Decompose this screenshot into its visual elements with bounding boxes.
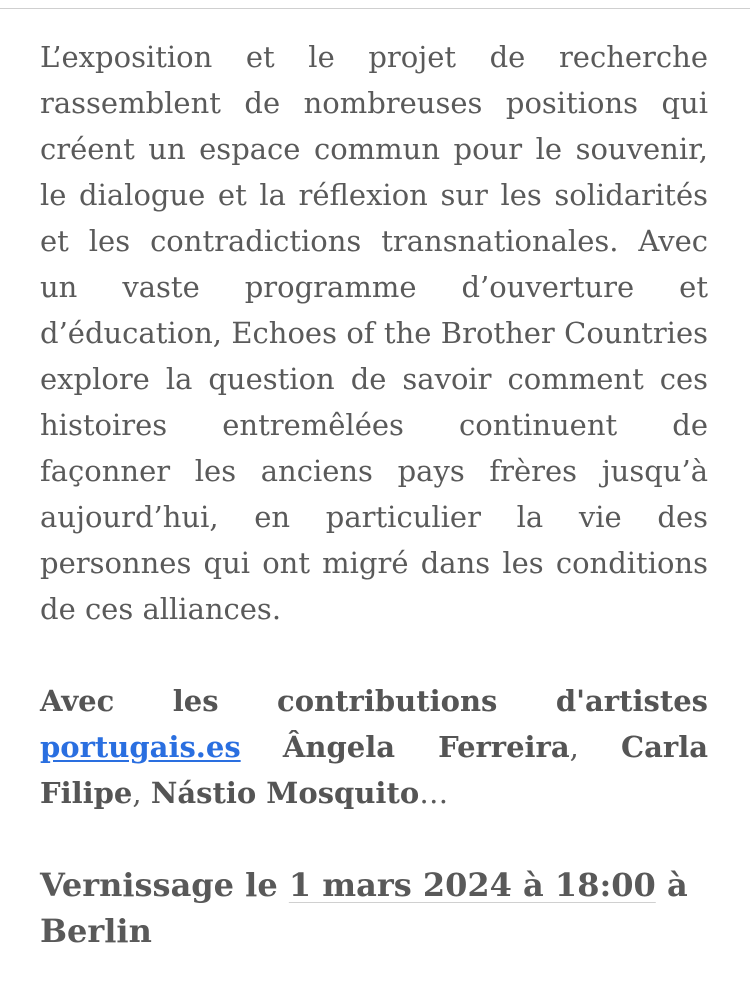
vernissage-date: 1 mars 2024 à 18:00 xyxy=(288,866,656,904)
intro-paragraph: L’exposition et le projet de recherche rassemblent de nombreuses positions qui créent un espace commun pour le souvenir, le dialogue et la réflexion sur les solidarités et les contradictions transnationales. Avec un vaste programme d’ouverture et d’éducation, Echoes of the Brother Countries explore la question de savoir comment ces histoires entremêlées continuent de façonner les anciens pays frères jusqu’à aujourd’hui, en particulier la vie des personnes qui ont migré dans les conditions de ces alliances. xyxy=(40,40,708,626)
vernissage-heading xyxy=(40,862,708,954)
ellipsis: … xyxy=(419,776,449,810)
vernissage-lead: Vernissage le xyxy=(40,866,289,904)
article-body xyxy=(40,34,708,954)
portugais-link[interactable]: portugais.es xyxy=(40,730,241,764)
contributions-paragraph xyxy=(40,678,708,816)
separator: , xyxy=(569,730,622,764)
contributions-lead: Avec les contributions d'artistes xyxy=(40,684,708,718)
separator: , xyxy=(132,776,151,810)
artist-name: Carla Filipe xyxy=(40,730,709,810)
artist-name: Nástio Mosquito xyxy=(150,776,420,810)
artist-name: Ângela Ferreira xyxy=(282,730,570,764)
top-divider xyxy=(0,8,750,9)
vernissage-location: à Berlin xyxy=(40,866,688,950)
